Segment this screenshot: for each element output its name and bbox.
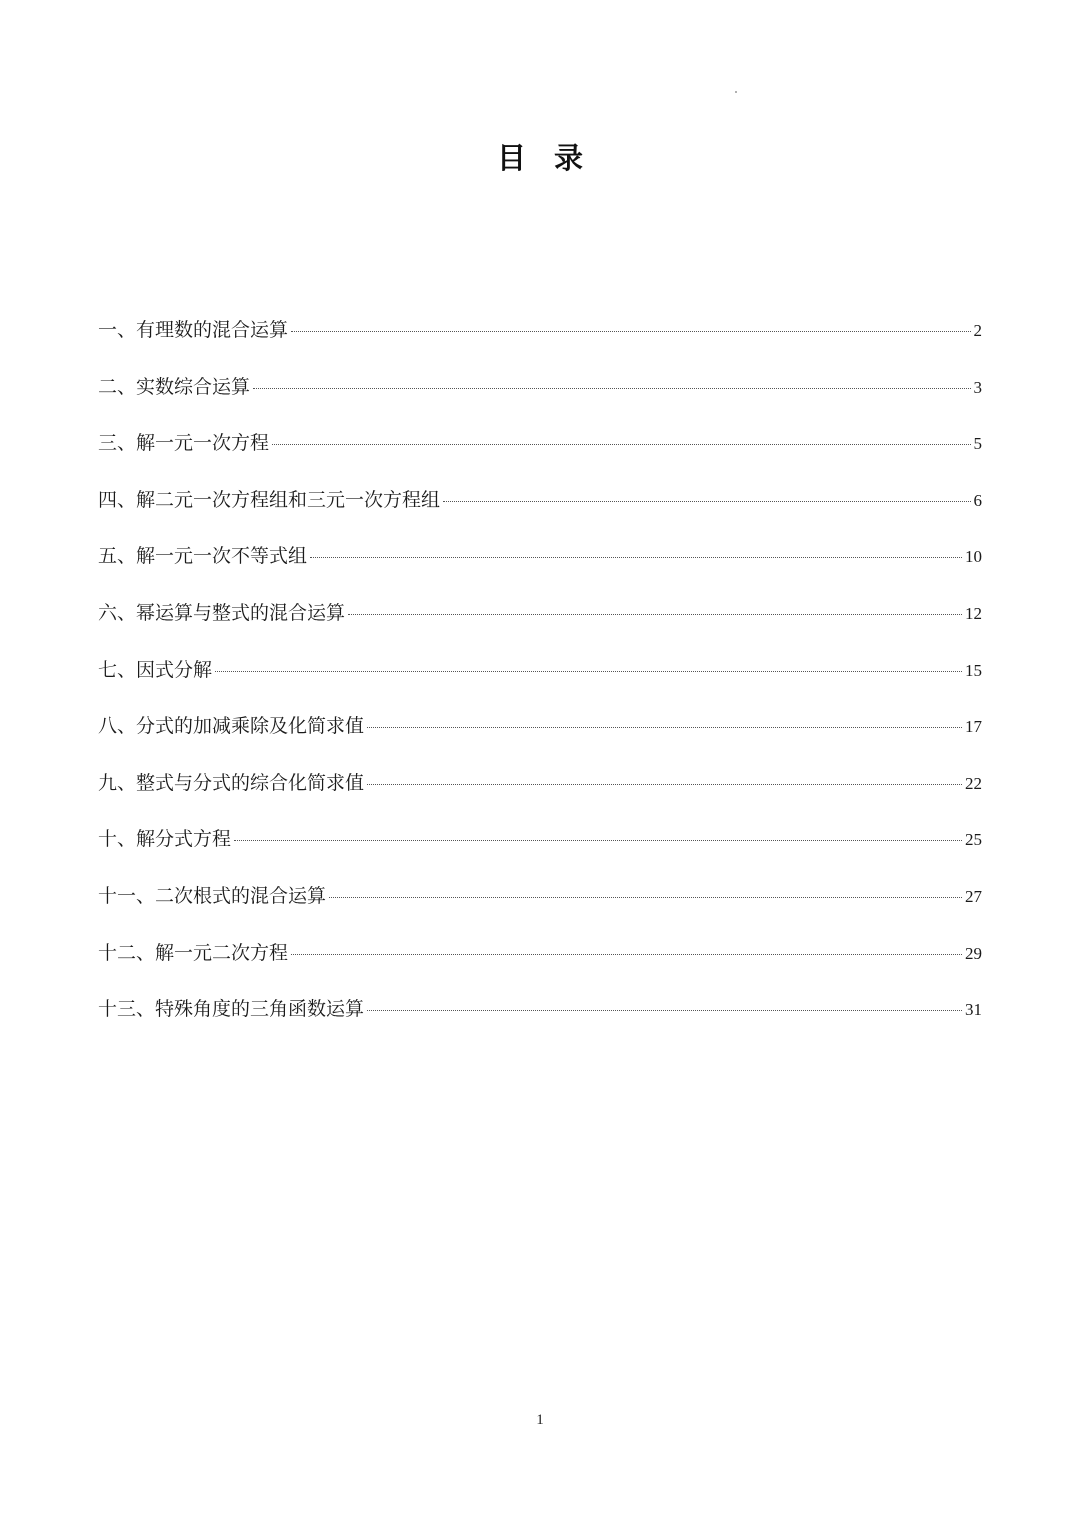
toc-entry-label: 十一、二次根式的混合运算 — [98, 884, 327, 907]
toc-dot-leader — [367, 1010, 962, 1011]
toc-entry[interactable] — [98, 933, 982, 990]
toc-entry-page: 6 — [973, 490, 982, 510]
scan-speck — [735, 91, 737, 93]
toc-dot-leader — [253, 388, 970, 389]
toc-entry-page: 10 — [965, 547, 982, 567]
toc-dot-leader — [443, 501, 970, 502]
table-of-contents — [98, 310, 982, 1046]
toc-entry-page: 27 — [965, 886, 982, 906]
toc-entry[interactable] — [98, 876, 982, 933]
page-number: 1 — [536, 1412, 544, 1428]
toc-entry[interactable] — [98, 593, 982, 650]
toc-entry[interactable] — [98, 480, 982, 537]
toc-entry-label: 五、解一元一次不等式组 — [98, 545, 308, 568]
toc-entry-page: 2 — [973, 321, 982, 340]
toc-entry-label: 六、幂运算与整式的混合运算 — [98, 601, 346, 624]
toc-dot-leader — [291, 954, 962, 955]
toc-entry-label: 十、解分式方程 — [98, 828, 232, 851]
toc-dot-leader — [291, 331, 970, 332]
toc-entry-label: 一、有理数的混合运算 — [98, 319, 289, 341]
toc-entry[interactable] — [98, 650, 982, 707]
toc-entry-label: 二、实数综合运算 — [98, 375, 251, 398]
toc-entry[interactable] — [98, 819, 982, 876]
toc-dot-leader — [215, 671, 962, 672]
toc-entry-page: 22 — [965, 773, 982, 793]
toc-entry-page: 25 — [965, 830, 982, 850]
toc-dot-leader — [367, 784, 962, 785]
toc-entry-label: 七、因式分解 — [98, 658, 213, 681]
toc-entry-label: 三、解一元一次方程 — [98, 432, 270, 455]
toc-dot-leader — [234, 840, 962, 841]
toc-entry-label: 八、分式的加减乘除及化简求值 — [98, 715, 365, 738]
toc-entry[interactable] — [98, 536, 982, 593]
toc-entry-page: 31 — [965, 1000, 982, 1020]
toc-entry-page: 12 — [965, 603, 982, 623]
toc-entry-label: 九、整式与分式的综合化简求值 — [98, 771, 365, 794]
toc-entry[interactable] — [98, 989, 982, 1046]
toc-entry-page: 5 — [973, 434, 982, 454]
toc-entry-label: 十二、解一元二次方程 — [98, 941, 289, 964]
toc-dot-leader — [348, 614, 962, 615]
toc-dot-leader — [367, 727, 962, 728]
toc-entry-label: 十三、特殊角度的三角函数运算 — [98, 998, 365, 1021]
toc-entry[interactable] — [98, 367, 982, 424]
toc-entry-page: 17 — [965, 717, 982, 737]
toc-entry[interactable] — [98, 423, 982, 480]
toc-entry-page: 15 — [965, 660, 982, 680]
toc-dot-leader — [272, 444, 970, 445]
toc-entry-page: 29 — [965, 943, 982, 963]
toc-dot-leader — [310, 557, 962, 558]
toc-entry-page: 3 — [973, 377, 982, 397]
toc-entry-label: 四、解二元一次方程组和三元一次方程组 — [98, 488, 441, 511]
toc-title: 目录 — [496, 141, 611, 175]
toc-entry[interactable] — [98, 763, 982, 820]
toc-entry[interactable] — [98, 310, 982, 367]
toc-entry[interactable] — [98, 706, 982, 763]
toc-dot-leader — [329, 897, 962, 898]
